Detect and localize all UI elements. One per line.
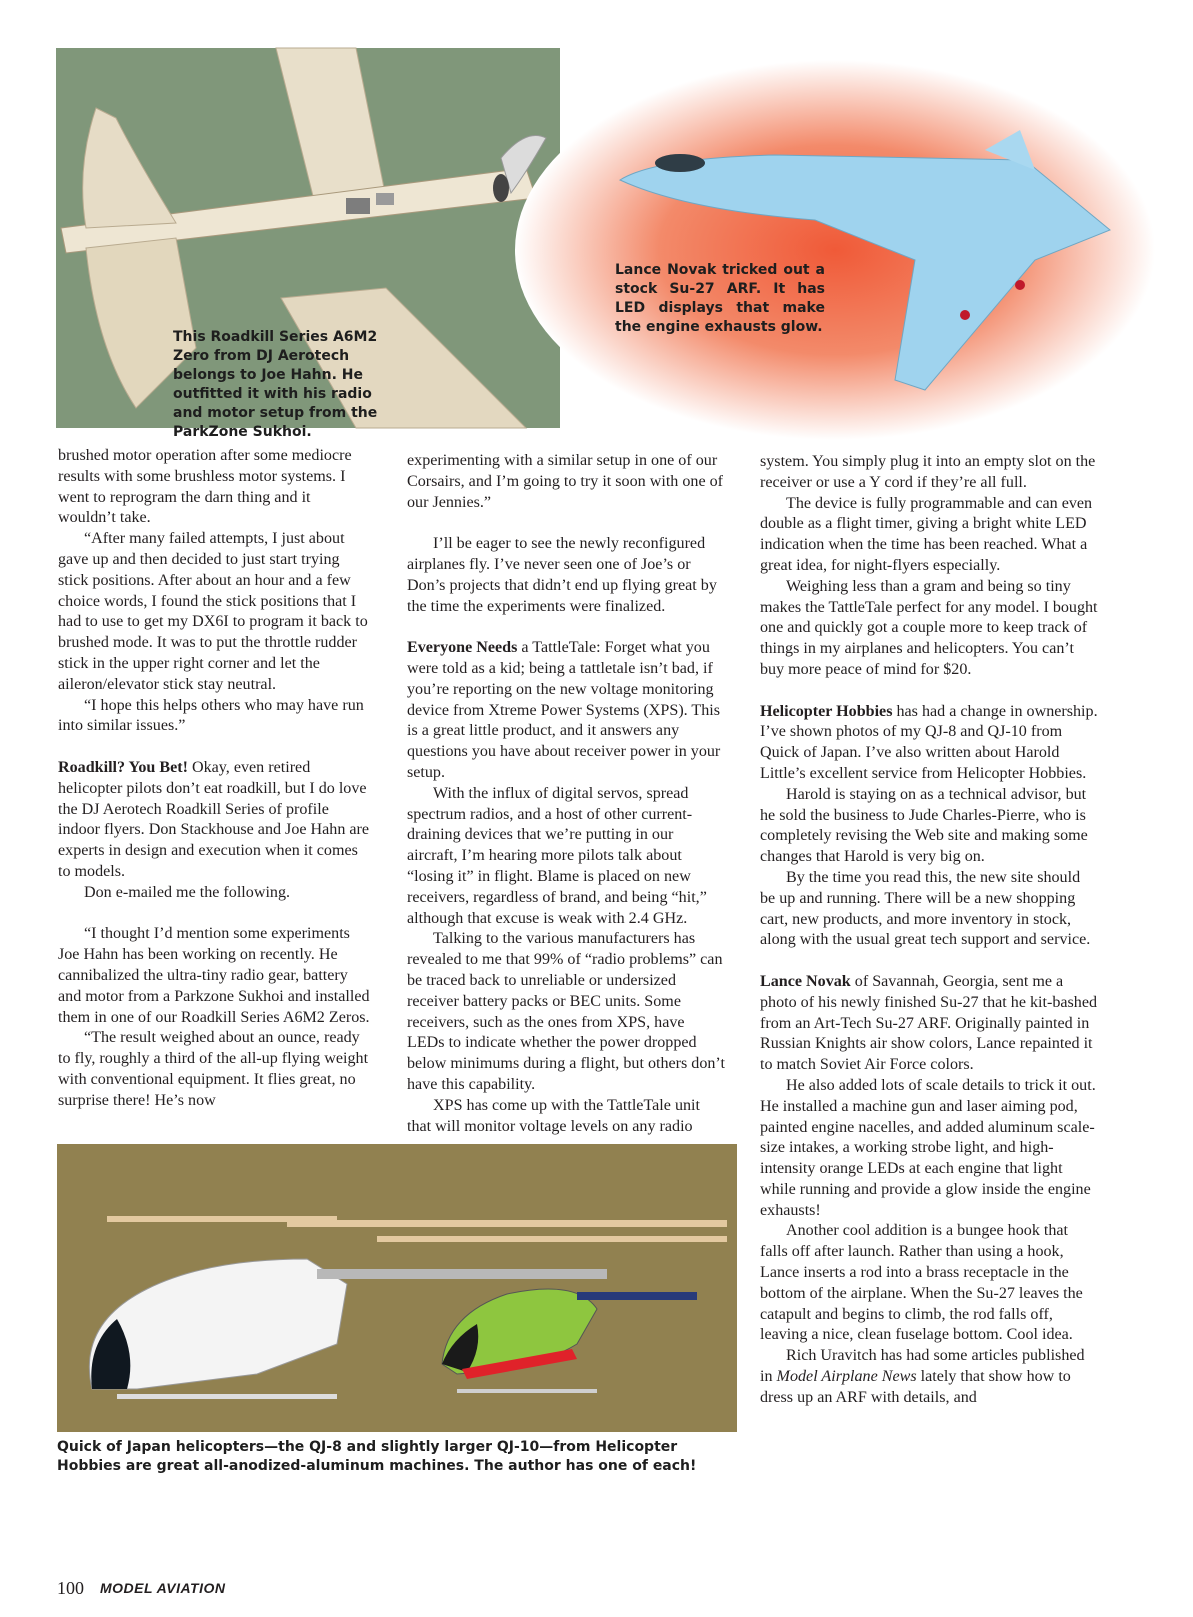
helicopters-illustration <box>57 1144 737 1432</box>
col3-p6: By the time you read this, the new site should be up and running. There will be a new shopping cart, new products, and more inventory in stock, along with the usual great tech support and service. <box>760 868 1091 949</box>
col2-p2: I’ll be eager to see the newly reconfigured airplanes fly. I’ve never seen one of Joe’s or Don’s projects that didn’t end up flying great by the time the experiments were finalized. <box>407 535 717 615</box>
col3-p7-text: of Savannah, Georgia, sent me a photo of his newly finished Su-27 that he kit-bashed from an Art-Tech Su-27 ARF. Originally painted in Russian Knights air show colors, Lance repainted it to match Soviet Air Force colors. <box>760 972 1098 1074</box>
heli-caption: Quick of Japan helicopters—the QJ-8 and slightly larger QJ-10—from Helicopter Hobbies are great all-anodized-aluminum machines. The author has one of each! <box>57 1439 697 1474</box>
col3-p10-post: lately that show how to dress up an ARF with details, and <box>760 1368 1071 1406</box>
photo-helicopters <box>57 1144 737 1432</box>
col2-p5: Talking to the various manufacturers has revealed to me that 99% of “radio problems” can be traced back to unreliable or undersized receiver battery packs or BEC units. Some receivers, such as the ones from XPS, have LEDs to indicate whether the power dropped below minimums during a flight, but others don’t have this capability. <box>407 930 725 1093</box>
col3-p10-em: Model Airplane News <box>776 1368 917 1386</box>
page-number: 100 <box>57 1578 84 1598</box>
col2-p3-text: a TattleTale: Forget what you were told as a kid; being a tattletale isn’t bad, if you’re reporting on the new voltage monitoring device from Xtreme Power Systems (XPS). This is a great little product, and it answers any questions you have about receiver power in your setup. <box>407 639 721 781</box>
col2-p3 <box>407 638 725 784</box>
col1-p5: Don e-mailed me the following. <box>84 883 291 901</box>
magazine-name: MODEL AVIATION <box>100 1580 226 1596</box>
col3-p9: Another cool addition is a bungee hook that falls off after launch. Rather than using a hook, Lance inserts a rod into a brass receptacle in the bottom of the airplane. When the Su-27 leaves the catapult and begins to climb, the rod falls off, leaving a nice, clean fuselage bottom. Cool idea. <box>760 1222 1083 1344</box>
col3-p7 <box>760 972 1098 1076</box>
photo-su27 <box>565 60 1135 405</box>
col3-p3: Weighing less than a gram and being so tiny makes the TattleTale perfect for any model. I bought one and quickly got a couple more to keep track of things in my airplanes and helicopters. You can’t buy more peace of mind for $20. <box>760 577 1098 678</box>
col3-p10 <box>760 1346 1098 1408</box>
su27-illustration <box>565 60 1135 405</box>
col3-p4 <box>760 702 1098 785</box>
col2-p6: XPS has come up with the TattleTale unit that will monitor voltage levels on any radio <box>407 1096 700 1135</box>
col1-p4-head: Roadkill? You Bet! <box>58 758 188 776</box>
col1-p7: “The result weighed about an ounce, ready to fly, roughly a third of the all-up flying weight with conventional equipment. It flies great, no surprise there! He’s now <box>58 1029 369 1109</box>
photo-a6m2-zero <box>56 48 560 440</box>
col3-p8: He also added lots of scale details to trick it out. He installed a machine gun and laser aiming pod, painted engine nacelles, and added aluminum scale-size intakes, a working strobe light, and high-intensity orange LEDs at each engine that light while running and provide a glow inside the engine exhausts! <box>760 1076 1096 1219</box>
col1-p4 <box>58 758 371 883</box>
col1-p2: “After many failed attempts, I just about gave up and then decided to just start trying stick positions. After about an hour and a few choice words, I found the stick positions that I had to use to get my DX6I to program it back to brushed mode. It was to put the throttle rudder stick in the upper right corner and let the aileron/elevator stick stay neutral. <box>58 530 368 693</box>
zero-caption: This Roadkill Series A6M2 Zero from DJ Aerotech belongs to Joe Hahn. He outfitted it with his radio and motor setup from the ParkZone Sukhoi. <box>173 329 378 440</box>
col2-p3-head: Everyone Needs <box>407 639 518 657</box>
su27-caption: Lance Novak tricked out a stock Su-27 ARF. It has LED displays that make the engine exhausts glow. <box>615 262 825 335</box>
col1-p1: brushed motor operation after some mediocre results with some brushless motor systems. I went to reprogram the darn thing and it wouldn’t take. <box>58 447 352 527</box>
column-3 <box>760 452 1098 1409</box>
col1-p6: “I thought I’d mention some experiments Joe Hahn has been working on recently. He cannibalized the ultra-tiny radio gear, battery and motor from a Parkzone Sukhoi and installed them in one of our Roadkill Series A6M2 Zeros. <box>58 925 370 1026</box>
col3-p2: The device is fully programmable and can even double as a flight timer, giving a bright white LED indication when the time has been reached. What a great idea, for night-flyers especially. <box>760 494 1093 574</box>
col1-p4-text: Okay, even retired helicopter pilots don’t eat roadkill, but I do love the DJ Aerotech Roadkill Series of profile indoor flyers. Don Stackhouse and Joe Hahn are experts in design and execution when it comes to models. <box>58 758 370 880</box>
column-1 <box>58 446 371 1112</box>
col3-p4-text: has had a change in ownership. I’ve shown photos of my QJ-8 and QJ-10 from Quick of Japan. I’ve also written about Harold Little’s excellent service from Helicopter Hobbies. <box>760 702 1098 782</box>
col2-p4: With the influx of digital servos, spread spectrum radios, and a host of other current-draining devices that we’re putting in our aircraft, I’m hearing more pilots talk about “losing it” in flight. Blame is placed on new receivers, regardless of brand, and being “hit,” although that excuse is weak with 2.4 GHz. <box>407 784 707 927</box>
col1-p3: “I hope this helps others who may have run into similar issues.” <box>58 696 364 735</box>
col2-p1: experimenting with a similar setup in one of our Corsairs, and I’m going to try it soon with one of our Jennies.” <box>407 452 724 511</box>
col3-p1: system. You simply plug it into an empty slot on the receiver or use a Y cord if they’re all full. <box>760 453 1096 491</box>
col3-p7-head: Lance Novak <box>760 972 851 990</box>
col3-p5: Harold is staying on as a technical advisor, but he sold the business to Jude Charles-Pierre, who is completely revising the Web site and making some changes that Harold is very big on. <box>760 785 1088 866</box>
col3-p4-head: Helicopter Hobbies <box>760 702 893 720</box>
column-2 <box>407 451 725 1137</box>
col3-p10-pre: Rich Uravitch has had some articles published in <box>760 1347 1085 1386</box>
